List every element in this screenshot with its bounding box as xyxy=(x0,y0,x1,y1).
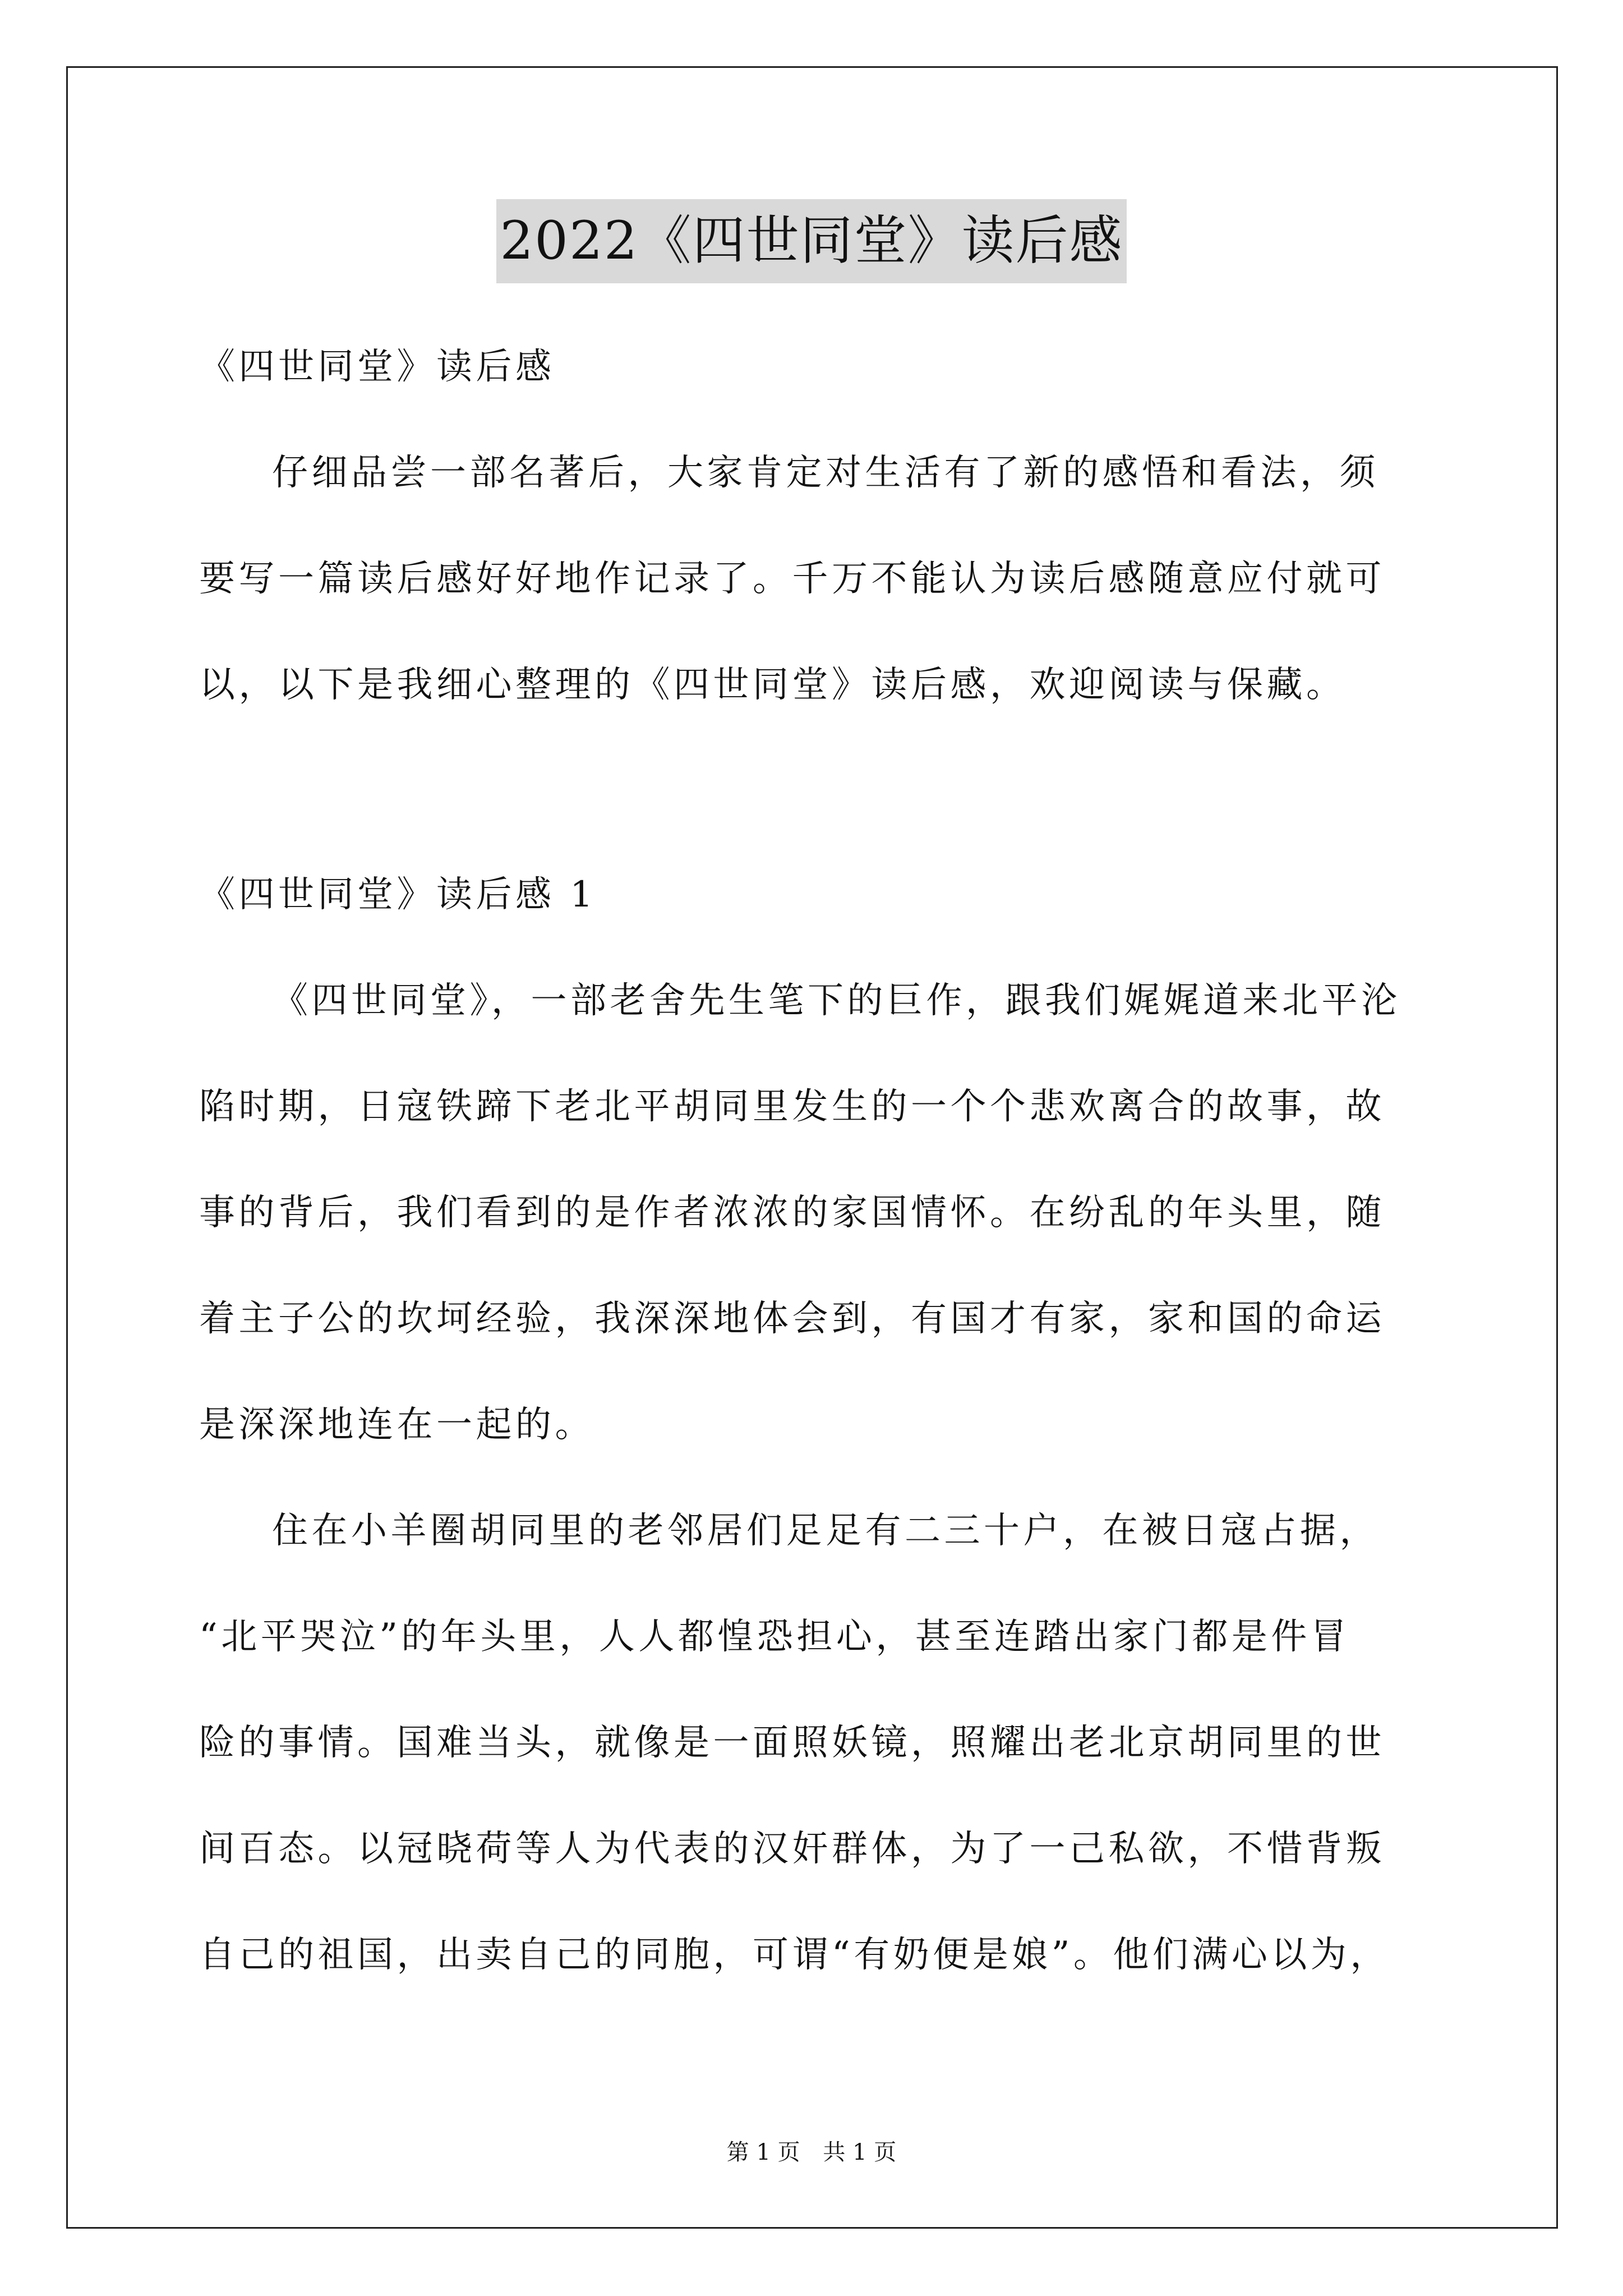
body-line: “北平哭泣”的年头里，人人都惶恐担心，甚至连踏出家门都是件冒 xyxy=(199,1616,1350,1658)
document-title: 2022《四世同堂》读后感 xyxy=(496,199,1126,283)
section-heading: 《四世同堂》读后感 xyxy=(199,346,555,388)
title-container xyxy=(0,199,1623,283)
page-number: 第 1 页 xyxy=(726,2139,800,2165)
paragraph-gap xyxy=(199,738,1433,842)
body-line: 是深深地连在一起的。 xyxy=(199,1404,594,1446)
page-footer xyxy=(0,2134,1623,2166)
body-line: 以，以下是我细心整理的《四世同堂》读后感，欢迎阅读与保藏。 xyxy=(199,664,1346,706)
body-line: 《四世同堂》，一部老舍先生笔下的巨作，跟我们娓娓道来北平沦 xyxy=(272,980,1401,1022)
document-body xyxy=(199,314,1433,2008)
section-heading: 《四世同堂》读后感 1 xyxy=(199,874,597,915)
body-line: 自己的祖国，出卖自己的同胞，可谓“有奶便是娘”。他们满心以为， xyxy=(199,1934,1390,1976)
body-line: 险的事情。国难当头，就像是一面照妖镜，照耀出老北京胡同里的世 xyxy=(199,1722,1385,1764)
body-line: 事的背后，我们看到的是作者浓浓的家国情怀。在纷乱的年头里，随 xyxy=(199,1192,1385,1234)
body-line: 陷时期，日寇铁蹄下老北平胡同里发生的一个个悲欢离合的故事，故 xyxy=(199,1086,1385,1128)
body-line: 要写一篇读后感好好地作记录了。千万不能认为读后感随意应付就可 xyxy=(199,558,1385,600)
page-total: 共 1 页 xyxy=(823,2139,897,2165)
body-line: 间百态。以冠晓荷等人为代表的汉奸群体，为了一己私欲，不惜背叛 xyxy=(199,1828,1385,1870)
body-line: 着主子公的坎坷经验，我深深地体会到，有国才有家，家和国的命运 xyxy=(199,1298,1385,1340)
body-line: 住在小羊圈胡同里的老邻居们足足有二三十户，在被日寇占据， xyxy=(272,1510,1379,1552)
body-line: 仔细品尝一部名著后，大家肯定对生活有了新的感悟和看法，须 xyxy=(272,452,1379,494)
